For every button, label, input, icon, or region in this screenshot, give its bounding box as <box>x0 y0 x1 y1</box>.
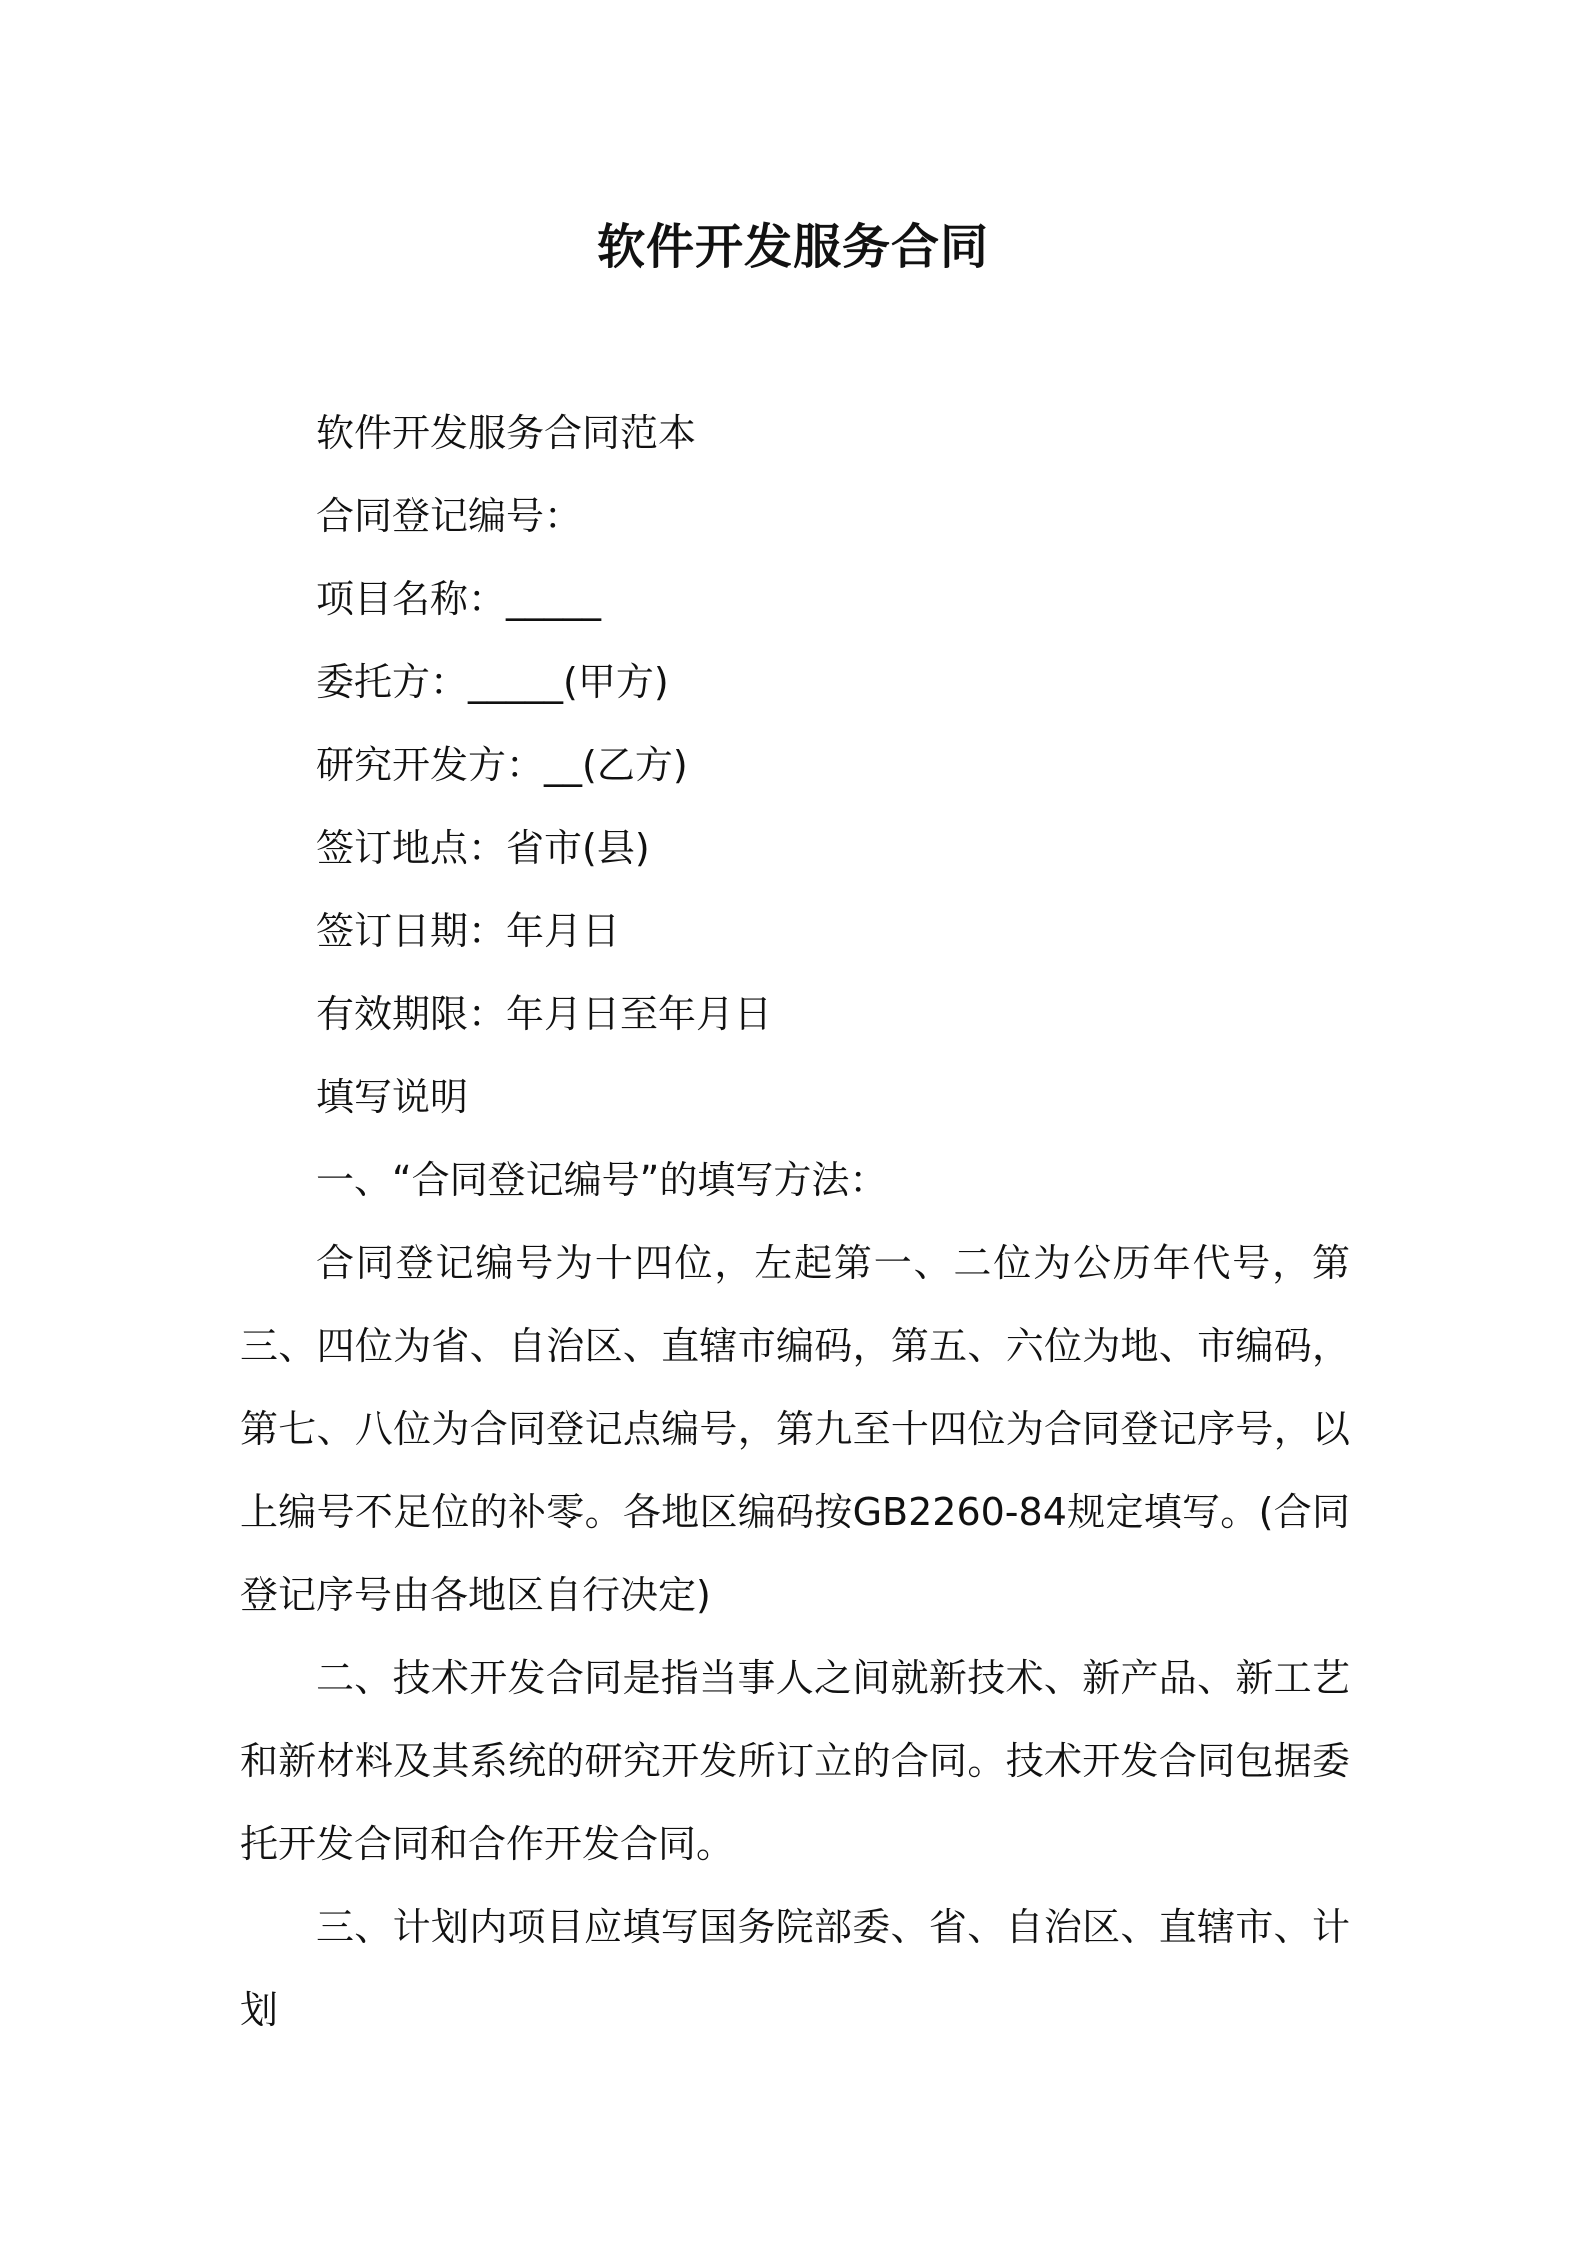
section-heading-1: 一、“合同登记编号”的填写方法： <box>316 1158 888 1202</box>
developer-line: 研究开发方：__(乙方) <box>316 743 688 787</box>
paragraph-3: 三、计划内项目应填写国务院部委、省、自治区、直辖市、计划 <box>240 1905 1350 2032</box>
document-title: 软件开发服务合同 <box>596 219 989 275</box>
paragraph-2: 二、技术开发合同是指当事人之间就新技术、新产品、新工艺和新材料及其系统的研究开发所订立的合同。技术开发合同包据委托开发合同和合作开发合同。 <box>240 1656 1350 1866</box>
signing-place-line: 签订地点：省市(县) <box>316 826 650 870</box>
client-line: 委托方：_____(甲方) <box>316 660 669 704</box>
signing-date-line: 签订日期：年月日 <box>316 909 621 953</box>
instructions-heading: 填写说明 <box>316 1075 469 1119</box>
contract-number-line: 合同登记编号： <box>316 494 583 538</box>
project-name-line: 项目名称：_____ <box>316 577 602 621</box>
paragraph-1: 合同登记编号为十四位，左起第一、二位为公历年代号，第三、四位为省、自治区、直辖市编码，第五、六位为地、市编码，第七、八位为合同登记点编号，第九至十四位为合同登记序号，以上编号不足位的补零。各地区编码按GB2260-84规定填写。(合同登记序号由各地区自行决定) <box>240 1241 1350 1617</box>
validity-period-line: 有效期限：年月日至年月日 <box>316 992 773 1036</box>
subtitle-line: 软件开发服务合同范本 <box>316 411 697 455</box>
